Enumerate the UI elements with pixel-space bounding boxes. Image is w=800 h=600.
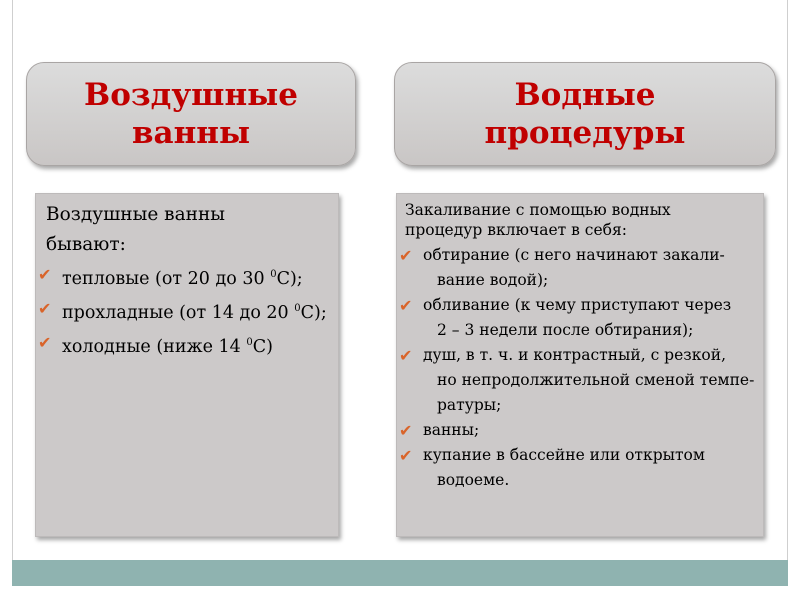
water-procedures-list: [399, 243, 757, 493]
checkmark-icon: ✔: [399, 296, 413, 315]
water-procedures-intro: Закаливание с помощью водных процедур включает в себя:: [405, 201, 671, 239]
checkmark-icon: ✔: [399, 446, 413, 465]
checkmark-icon: ✔: [399, 421, 413, 440]
air-baths-card: [35, 193, 339, 537]
list-item: ✔ холодные (ниже 14 $^0$С): [42, 328, 330, 362]
list-item: ✔ ванны;: [405, 418, 757, 443]
list-item: ✔ тепловые (от 20 до 30 $^0$С);: [42, 260, 330, 294]
list-item: ✔ обтирание (с него начинают закали- вание водой);: [405, 243, 757, 293]
air-baths-intro: Воздушные ванны бывают:: [46, 204, 226, 255]
list-item: ✔ обливание (к чему приступают через 2 – 3 недели после обтирания);: [405, 293, 757, 343]
checkmark-icon: ✔: [399, 346, 413, 365]
footer-band: [12, 560, 788, 586]
checkmark-icon: ✔: [38, 265, 52, 284]
water-procedures-card: [396, 193, 764, 537]
water-procedures-title: Водные процедуры: [394, 62, 776, 166]
checkmark-icon: ✔: [38, 299, 52, 318]
list-item: ✔ прохладные (от 14 до 20 $^0$С);: [42, 294, 330, 328]
air-baths-list: [38, 260, 330, 362]
list-item: ✔ купание в бассейне или открытом водоеме.: [405, 443, 757, 493]
checkmark-icon: ✔: [38, 333, 52, 352]
list-item: ✔ душ, в т. ч. и контрастный, с резкой, но непродолжительной сменой темпе- ратуры;: [405, 343, 757, 418]
air-baths-title: Воздушные ванны: [26, 62, 356, 166]
checkmark-icon: ✔: [399, 246, 413, 265]
